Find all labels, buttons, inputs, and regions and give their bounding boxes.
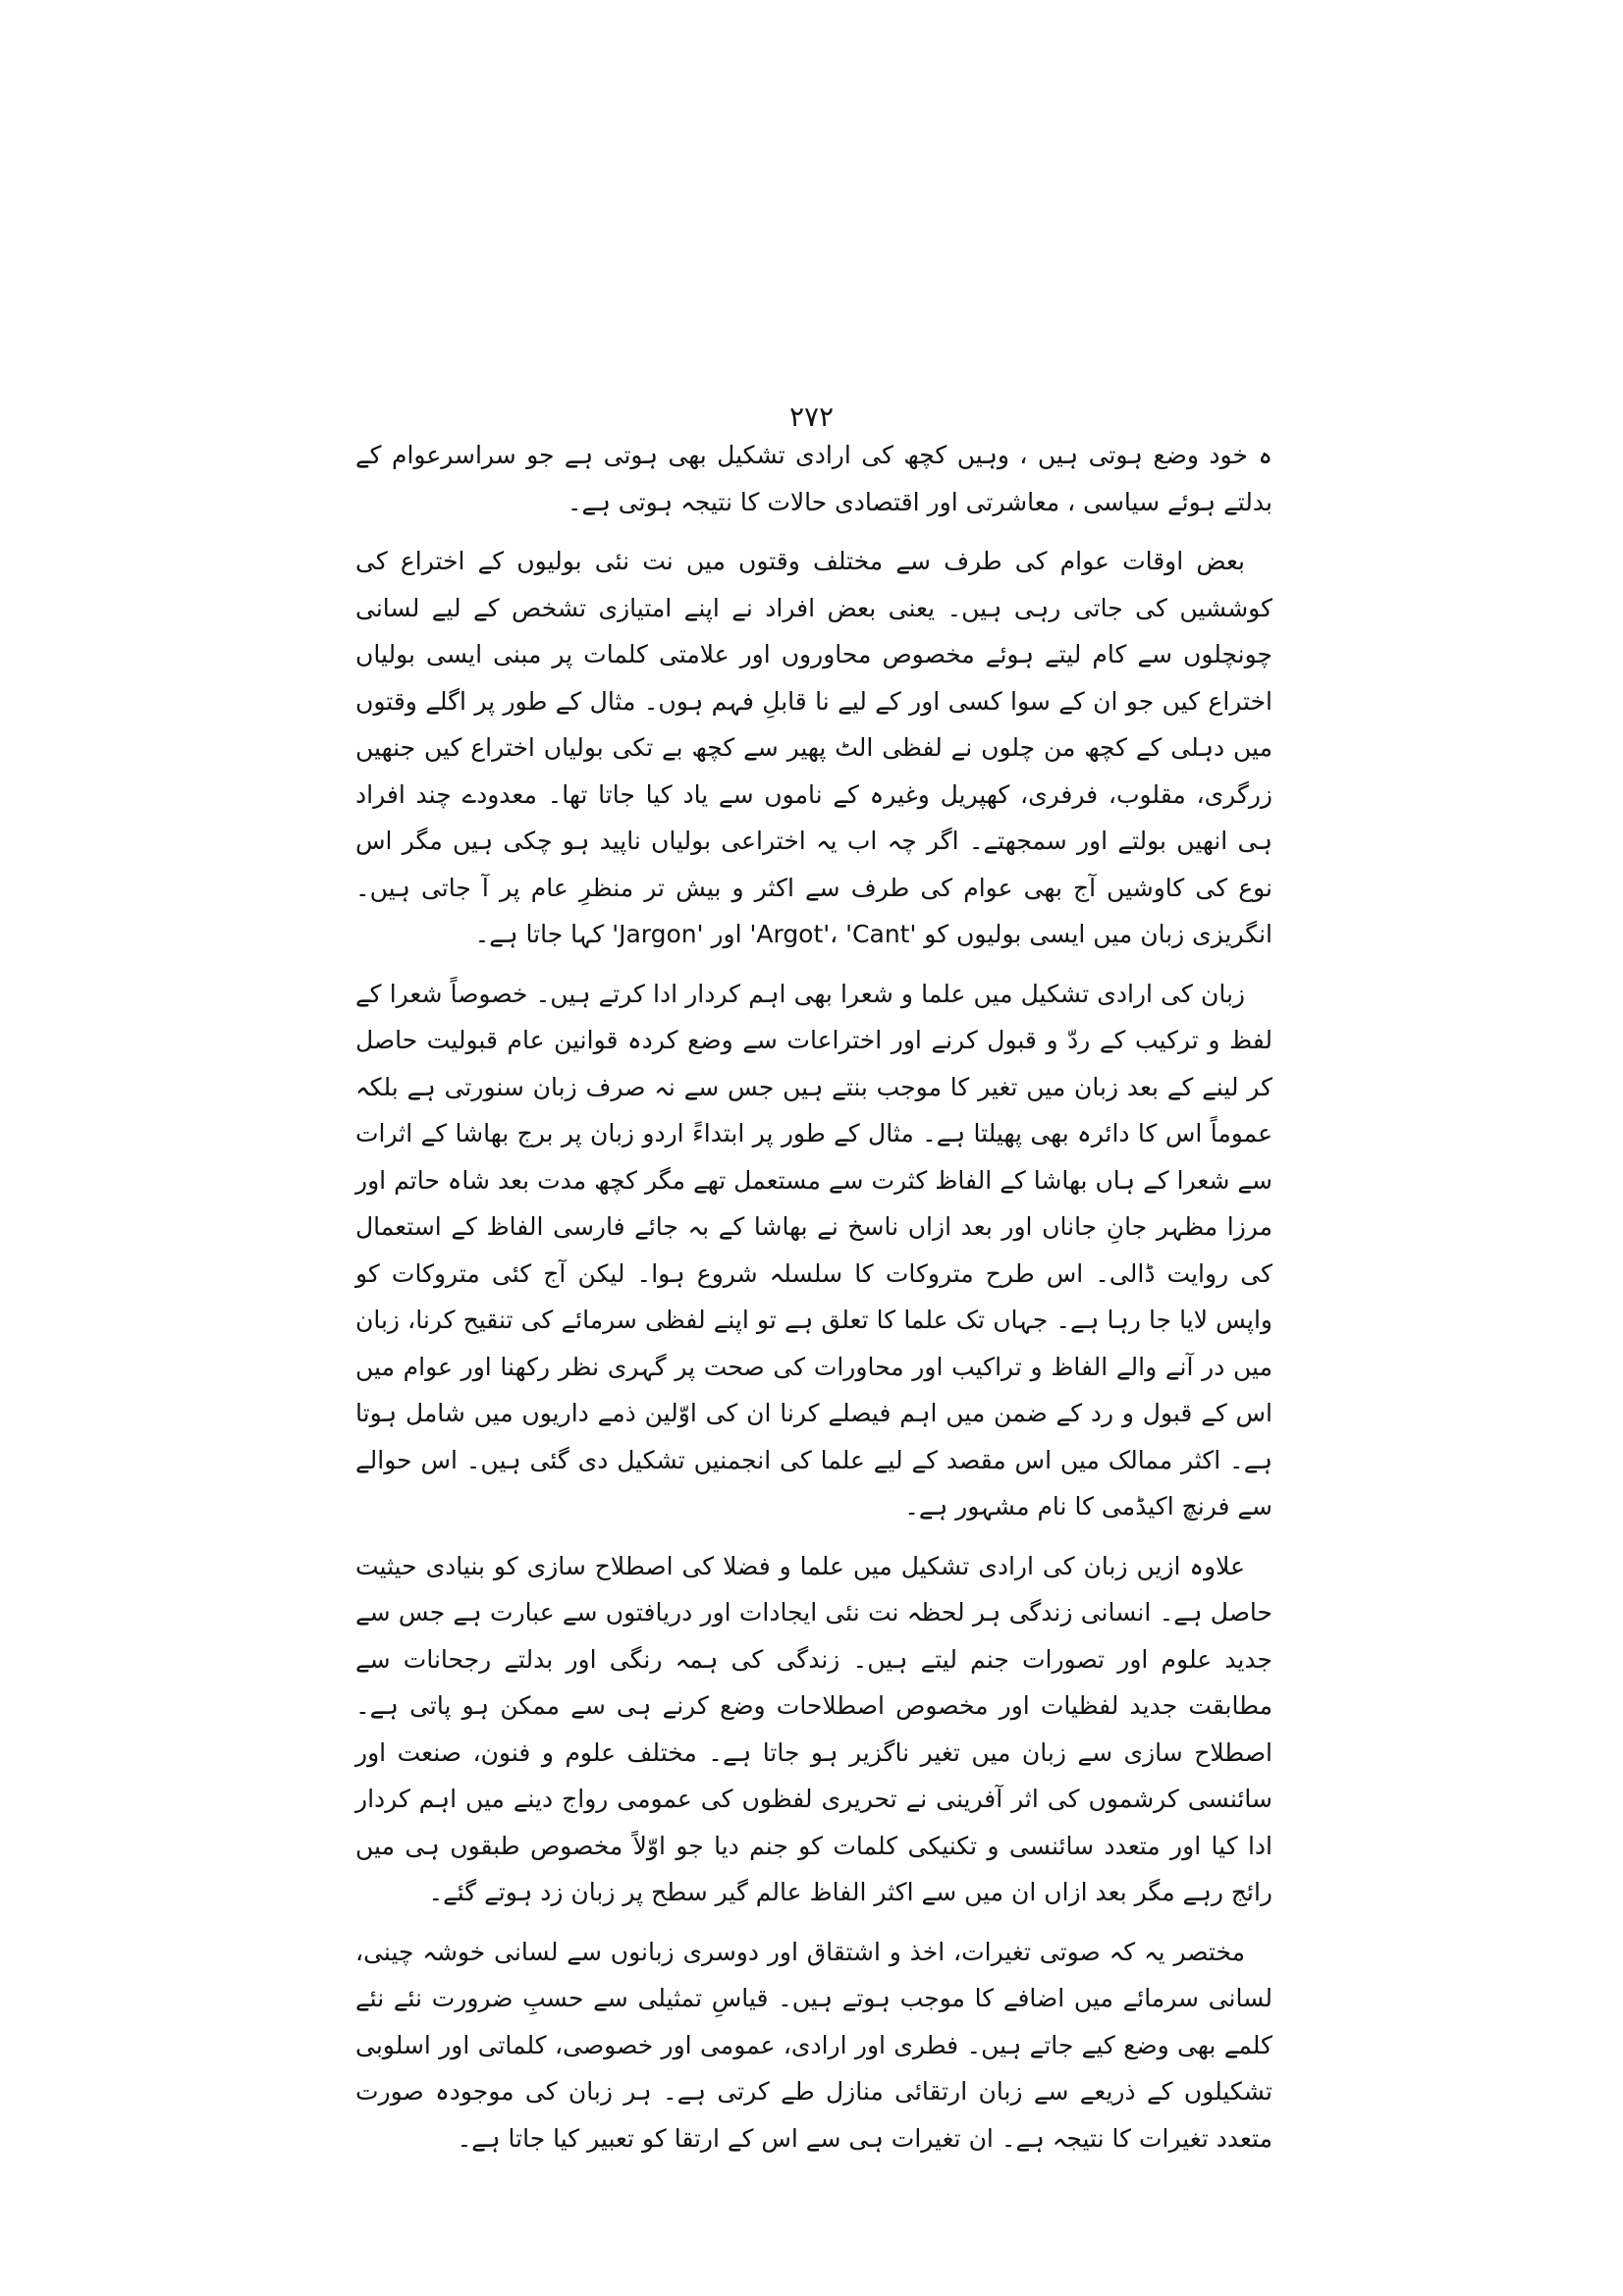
body-text bbox=[355, 432, 1272, 2174]
page-number: ۲۷۲ bbox=[788, 400, 835, 433]
paragraph-terminology: علاوہ ازیں زبان کی ارادی تشکیل میں علما و فضلا کی اصطلاح سازی کو بنیادی حیثیت حاصل ہے۔ انسانی زندگی ہر لحظہ نت نئی ایجادات اور دریافتوں سے عبارت ہے جس سے جدید علوم اور تصورات جنم لیتے ہیں۔ زندگی کی ہمہ رنگی اور بدلتے رجحانات سے مطابقت جدید لفظیات اور مخصوص اصطلاحات وضع کرنے ہی سے ممکن ہو پاتی ہے۔ اصطلاح سازی سے زبان میں تغیر ناگزیر ہو جاتا ہے۔ مختلف علوم و فنون، صنعت اور سائنسی کرشموں کی اثر آفرینی نے تحریری لفظوں کی عمومی رواج دینے میں اہم کردار ادا کیا اور متعدد سائنسی و تکنیکی کلمات کو جنم دیا جو اوّلاً مخصوص طبقوں ہی میں رائج رہے مگر بعد ازاں ان میں سے اکثر الفاظ عالم گیر سطح پر زبان زد ہوتے گئے۔ bbox=[355, 1551, 1272, 1906]
paragraph-summary: مختصر یہ کہ صوتی تغیرات، اخذ و اشتقاق اور دوسری زبانوں سے لسانی خوشہ چینی، لسانی سرمائے میں اضافے کا موجب ہوتے ہیں۔ قیاسِ تمثیلی سے حسبِ ضرورت نئے نئے کلمے بھی وضع کیے جاتے ہیں۔ فطری اور ارادی، عمومی اور خصوصی، کلماتی اور اسلوبی تشکیلوں کے ذریعے سے زبان ارتقائی منازل طے کرتی ہے۔ ہر زبان کی موجودہ صورت متعدد تغیرات کا نتیجہ ہے۔ ان تغیرات ہی سے اس کے ارتقا کو تعبیر کیا جاتا ہے۔ bbox=[355, 1937, 1272, 2153]
paragraph-scholars-poets: زبان کی ارادی تشکیل میں علما و شعرا بھی اہم کردار ادا کرتے ہیں۔ خصوصاً شعرا کے لفظ و ترکیب کے ردّ و قبول کرنے اور اختراعات سے وضع کردہ قوانین عام قبولیت حاصل کر لینے کے بعد زبان میں تغیر کا موجب بنتے ہیں جس سے نہ صرف زبان سنورتی ہے بلکہ عموماً اس کا دائرہ بھی پھیلتا ہے۔ مثال کے طور پر ابتداءً اردو زبان پر برج بھاشا کے اثرات سے شعرا کے ہاں بھاشا کے الفاظ کثرت سے مستعمل تھے مگر کچھ مدت بعد شاہ حاتم اور مرزا مظہر جانِ جاناں اور بعد ازاں ناسخ نے بھاشا کے بہ جائے فارسی الفاظ کے استعمال کی روایت ڈالی۔ اس طرح متروکات کا سلسلہ شروع ہوا۔ لیکن آج کئی متروکات کو واپس لایا جا رہا ہے۔ جہاں تک علما کا تعلق ہے تو اپنے لفظی سرمائے کی تنقیح کرنا، زبان میں در آنے والے الفاظ و تراکیب اور محاورات کی صحت پر گہری نظر رکھنا اور عوام میں اس کے قبول و رد کے ضمن میں اہم فیصلے کرنا ان کی اوّلین ذمے داریوں میں شامل ہوتا ہے۔ اکثر ممالک میں اس مقصد کے لیے علما کی انجمنیں تشکیل دی گئی ہیں۔ اس حوالے سے فرنچ اکیڈمی کا نام مشہور ہے۔ bbox=[355, 979, 1272, 1521]
paragraph-invented-dialects: بعض اوقات عوام کی طرف سے مختلف وقتوں میں نت نئی بولیوں کے اختراع کی کوششیں کی جاتی رہی ہیں۔ یعنی بعض افراد نے اپنے امتیازی تشخص کے لیے لسانی چونچلوں سے کام لیتے ہوئے مخصوص محاوروں اور علامتی کلمات پر مبنی ایسی بولیاں اختراع کیں جو ان کے سوا کسی اور کے لیے نا قابلِ فہم ہوں۔ مثال کے طور پر اگلے وقتوں میں دہلی کے کچھ من چلوں نے لفظی الٹ پھیر سے کچھ بے تکی بولیاں اختراع کیں جنھیں زرگری، مقلوب، فرفری، کھپریل وغیرہ کے ناموں سے یاد کیا جاتا تھا۔ معدودے چند افراد ہی انھیں بولتے اور سمجھتے۔ اگر چہ اب یہ اختراعی بولیاں ناپید ہو چکی ہیں مگر اس نوع کی کاوشیں آج بھی عوام کی طرف سے اکثر و بیش تر منظرِ عام پر آ جاتی ہیں۔ انگریزی زبان میں ایسی بولیوں کو 'Argot'، 'Cant' اور 'Jargon' کہا جاتا ہے۔ bbox=[355, 547, 1272, 948]
paragraph-continuation: ہ خود وضع ہوتی ہیں ، وہیں کچھ کی ارادی تشکیل بھی ہوتی ہے جو سراسرعوام کے بدلتے ہوئے سیاسی ، معاشرتی اور اقتصادی حالات کا نتیجہ ہوتی ہے۔ bbox=[355, 441, 1272, 516]
